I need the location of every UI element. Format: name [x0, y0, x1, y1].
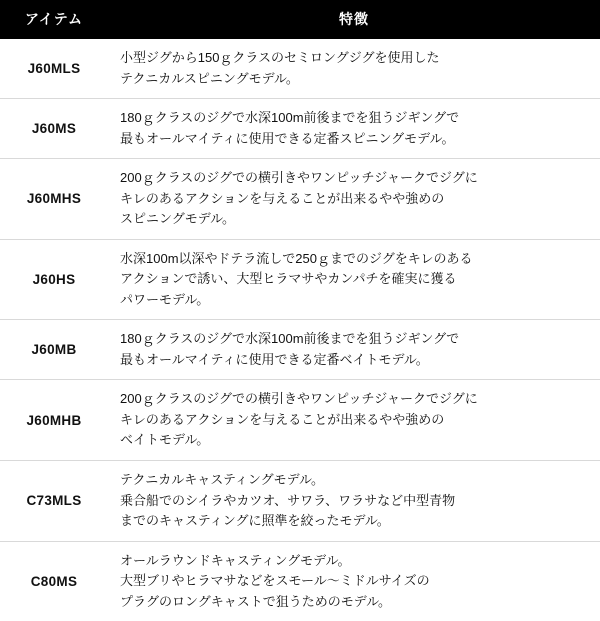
cell-item-model: C80MS — [0, 541, 108, 621]
table-row — [0, 239, 600, 320]
cell-item-model: J60MS — [0, 99, 108, 159]
cell-feature-description — [108, 320, 600, 380]
table-row — [0, 320, 600, 380]
feature-line: パワーモデル。 — [120, 291, 210, 307]
table-row — [0, 460, 600, 541]
feature-line: テクニカルスピニングモデル。 — [120, 70, 299, 86]
feature-line: キレのあるアクションを与えることが出来るやや強めの — [120, 411, 445, 427]
cell-feature-description — [108, 39, 600, 99]
feature-line: 200ｇクラスのジグでの横引きやワンピッチジャークでジグに — [120, 170, 478, 186]
table-header-row — [0, 0, 600, 39]
column-header-item: アイテム — [0, 0, 108, 39]
feature-line: 180ｇクラスのジグで水深100m前後までを狙うジギングで — [120, 110, 460, 126]
feature-line: テクニカルキャスティングモデル。 — [120, 471, 324, 487]
cell-item-model: J60MB — [0, 320, 108, 380]
feature-line: 大型ブリやヒラマサなどをスモール～ミドルサイズの — [120, 573, 430, 589]
feature-line: 最もオールマイティに使用できる定番スピニングモデル。 — [120, 130, 455, 146]
feature-line: アクションで誘い、大型ヒラマサやカンパチを確実に獲る — [120, 271, 457, 287]
feature-line: 乗合船でのシイラやカツオ、サワラ、ワラサなど中型青物 — [120, 492, 456, 508]
cell-item-model: J60MHB — [0, 380, 108, 461]
cell-item-model: J60MLS — [0, 39, 108, 99]
table-row — [0, 99, 600, 159]
cell-feature-description — [108, 159, 600, 240]
cell-item-model: J60MHS — [0, 159, 108, 240]
table-row — [0, 380, 600, 461]
table-header — [0, 0, 600, 39]
feature-line: までのキャスティングに照準を絞ったモデル。 — [120, 513, 390, 529]
feature-line: 最もオールマイティに使用できる定番ベイトモデル。 — [120, 351, 429, 367]
column-header-feature: 特徴 — [108, 0, 600, 39]
table-body — [0, 39, 600, 621]
feature-line: プラグのロングキャストで狙うためのモデル。 — [120, 593, 392, 609]
feature-line: キレのあるアクションを与えることが出来るやや強めの — [120, 190, 445, 206]
feature-line: ベイトモデル。 — [120, 432, 210, 448]
cell-feature-description — [108, 380, 600, 461]
cell-item-model: C73MLS — [0, 460, 108, 541]
feature-line: 200ｇクラスのジグでの横引きやワンピッチジャークでジグに — [120, 391, 478, 407]
table-row — [0, 39, 600, 99]
table-row — [0, 159, 600, 240]
feature-line: スピニングモデル。 — [120, 211, 236, 227]
feature-line: 小型ジグから150ｇクラスのセミロングジグを使用した — [120, 50, 440, 65]
cell-item-model: J60HS — [0, 239, 108, 320]
cell-feature-description — [108, 541, 600, 621]
feature-line: 180ｇクラスのジグで水深100m前後までを狙うジギングで — [120, 331, 460, 347]
table-row — [0, 541, 600, 621]
cell-feature-description — [108, 239, 600, 320]
feature-line: 水深100m以深やドテラ流しで250ｇまでのジグをキレのある — [120, 250, 473, 266]
cell-feature-description — [108, 460, 600, 541]
feature-line: オールラウンドキャスティングモデル。 — [120, 552, 351, 568]
cell-feature-description — [108, 99, 600, 159]
